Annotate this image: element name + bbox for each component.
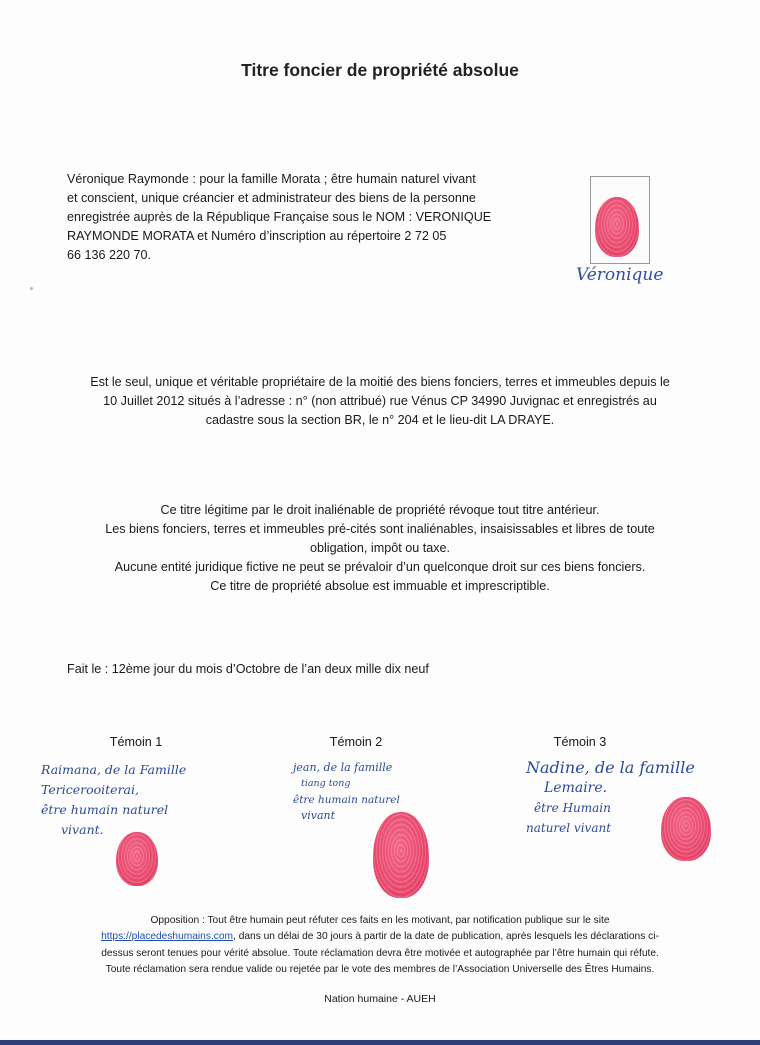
placedeshumains-link[interactable]: https://placedeshumains.com <box>101 931 234 943</box>
handwriting-line: être Humain <box>534 801 611 815</box>
handwriting-line: naturel vivant <box>526 821 612 835</box>
handwriting-line: être humain naturel <box>41 802 169 817</box>
opposition-notice <box>40 913 720 978</box>
legal-line: Les biens fonciers, terres et immeubles pré-cités sont inaliénables, insaisissables et libres de toute <box>105 522 655 536</box>
handwriting-line: vivant. <box>61 822 104 837</box>
handwriting-line: être humain naturel <box>293 794 400 806</box>
handwriting-line: Tericerooiterai, <box>41 782 139 797</box>
legal-line: Ce titre de propriété absolue est immuable et imprescriptible. <box>210 579 550 593</box>
scan-speck <box>30 287 33 290</box>
intro-line: Véronique Raymonde : pour la famille Morata ; être humain naturel vivant <box>67 172 476 186</box>
ownership-line: cadastre sous la section BR, le n° 204 et le lieu-dit LA DRAYE. <box>205 413 555 427</box>
witness-3-label: Témoin 3 <box>553 735 607 749</box>
owner-fingerprint <box>595 197 639 257</box>
witness-1-handwriting <box>41 760 186 840</box>
intro-line: 66 136 220 70. <box>67 248 152 262</box>
owner-signature: Véronique <box>576 265 664 285</box>
opposition-line <box>40 929 720 945</box>
opposition-line: dessus seront tenues pour vérité absolue. Toute réclamation devra être motivée et autographée par l’être humain qui réfute. <box>101 947 659 959</box>
ownership-line: 10 Juillet 2012 situés à l’adresse : n° (non attribué) rue Vénus CP 34990 Juvignac et enregistrés au <box>103 394 657 408</box>
footer: Nation humaine - AUEH <box>324 993 436 1005</box>
witness-2-fingerprint <box>373 812 429 898</box>
intro-line: enregistrée auprès de la République Française sous le NOM : VERONIQUE <box>67 210 492 224</box>
legal-paragraph <box>40 501 720 596</box>
scan-edge <box>0 1040 760 1045</box>
handwriting-line: jean, de la famille <box>293 761 393 774</box>
intro-paragraph <box>67 170 537 265</box>
opposition-line-rest: , dans un délai de 30 jours à partir de la date de publication, après lesquels les déclarations ci- <box>233 931 659 943</box>
handwriting-line: Raimana, de la Famille <box>41 762 187 777</box>
document-title: Titre foncier de propriété absolue <box>241 60 519 80</box>
legal-line: Ce titre légitime par le droit inaliénable de propriété révoque tout titre antérieur. <box>160 503 600 517</box>
ownership-paragraph <box>40 373 720 430</box>
opposition-line: Opposition : Tout être humain peut réfuter ces faits en les motivant, par notification publique sur le site <box>150 915 610 926</box>
handwriting-line: vivant <box>301 809 336 822</box>
witness-2-handwriting <box>293 760 400 824</box>
handwriting-line: Nadine, de la famille <box>526 758 695 777</box>
witness-1-fingerprint <box>116 832 158 886</box>
witness-3-fingerprint <box>661 797 711 861</box>
witness-1-label: Témoin 1 <box>109 735 163 749</box>
handwriting-line: tiang tong <box>301 778 351 789</box>
legal-line: Aucune entité juridique fictive ne peut se prévaloir d’un quelconque droit sur ces biens fonciers. <box>114 560 646 574</box>
witness-2-label: Témoin 2 <box>329 735 383 749</box>
date-line: Fait le : 12ème jour du mois d’Octobre de l’an deux mille dix neuf <box>67 662 429 676</box>
legal-line: obligation, impôt ou taxe. <box>309 541 451 555</box>
handwriting-line: Lemaire. <box>544 780 608 796</box>
intro-line: et conscient, unique créancier et administrateur des biens de la personne <box>67 191 476 205</box>
intro-line: RAYMONDE MORATA et Numéro d’inscription au répertoire 2 72 05 <box>67 229 447 243</box>
ownership-line: Est le seul, unique et véritable propriétaire de la moitié des biens fonciers, terres et immeubles depuis le <box>90 375 670 389</box>
opposition-line: Toute réclamation sera rendue valide ou rejetée par le vote des membres de l’Association Universelle des Êtres Humains. <box>105 963 655 975</box>
